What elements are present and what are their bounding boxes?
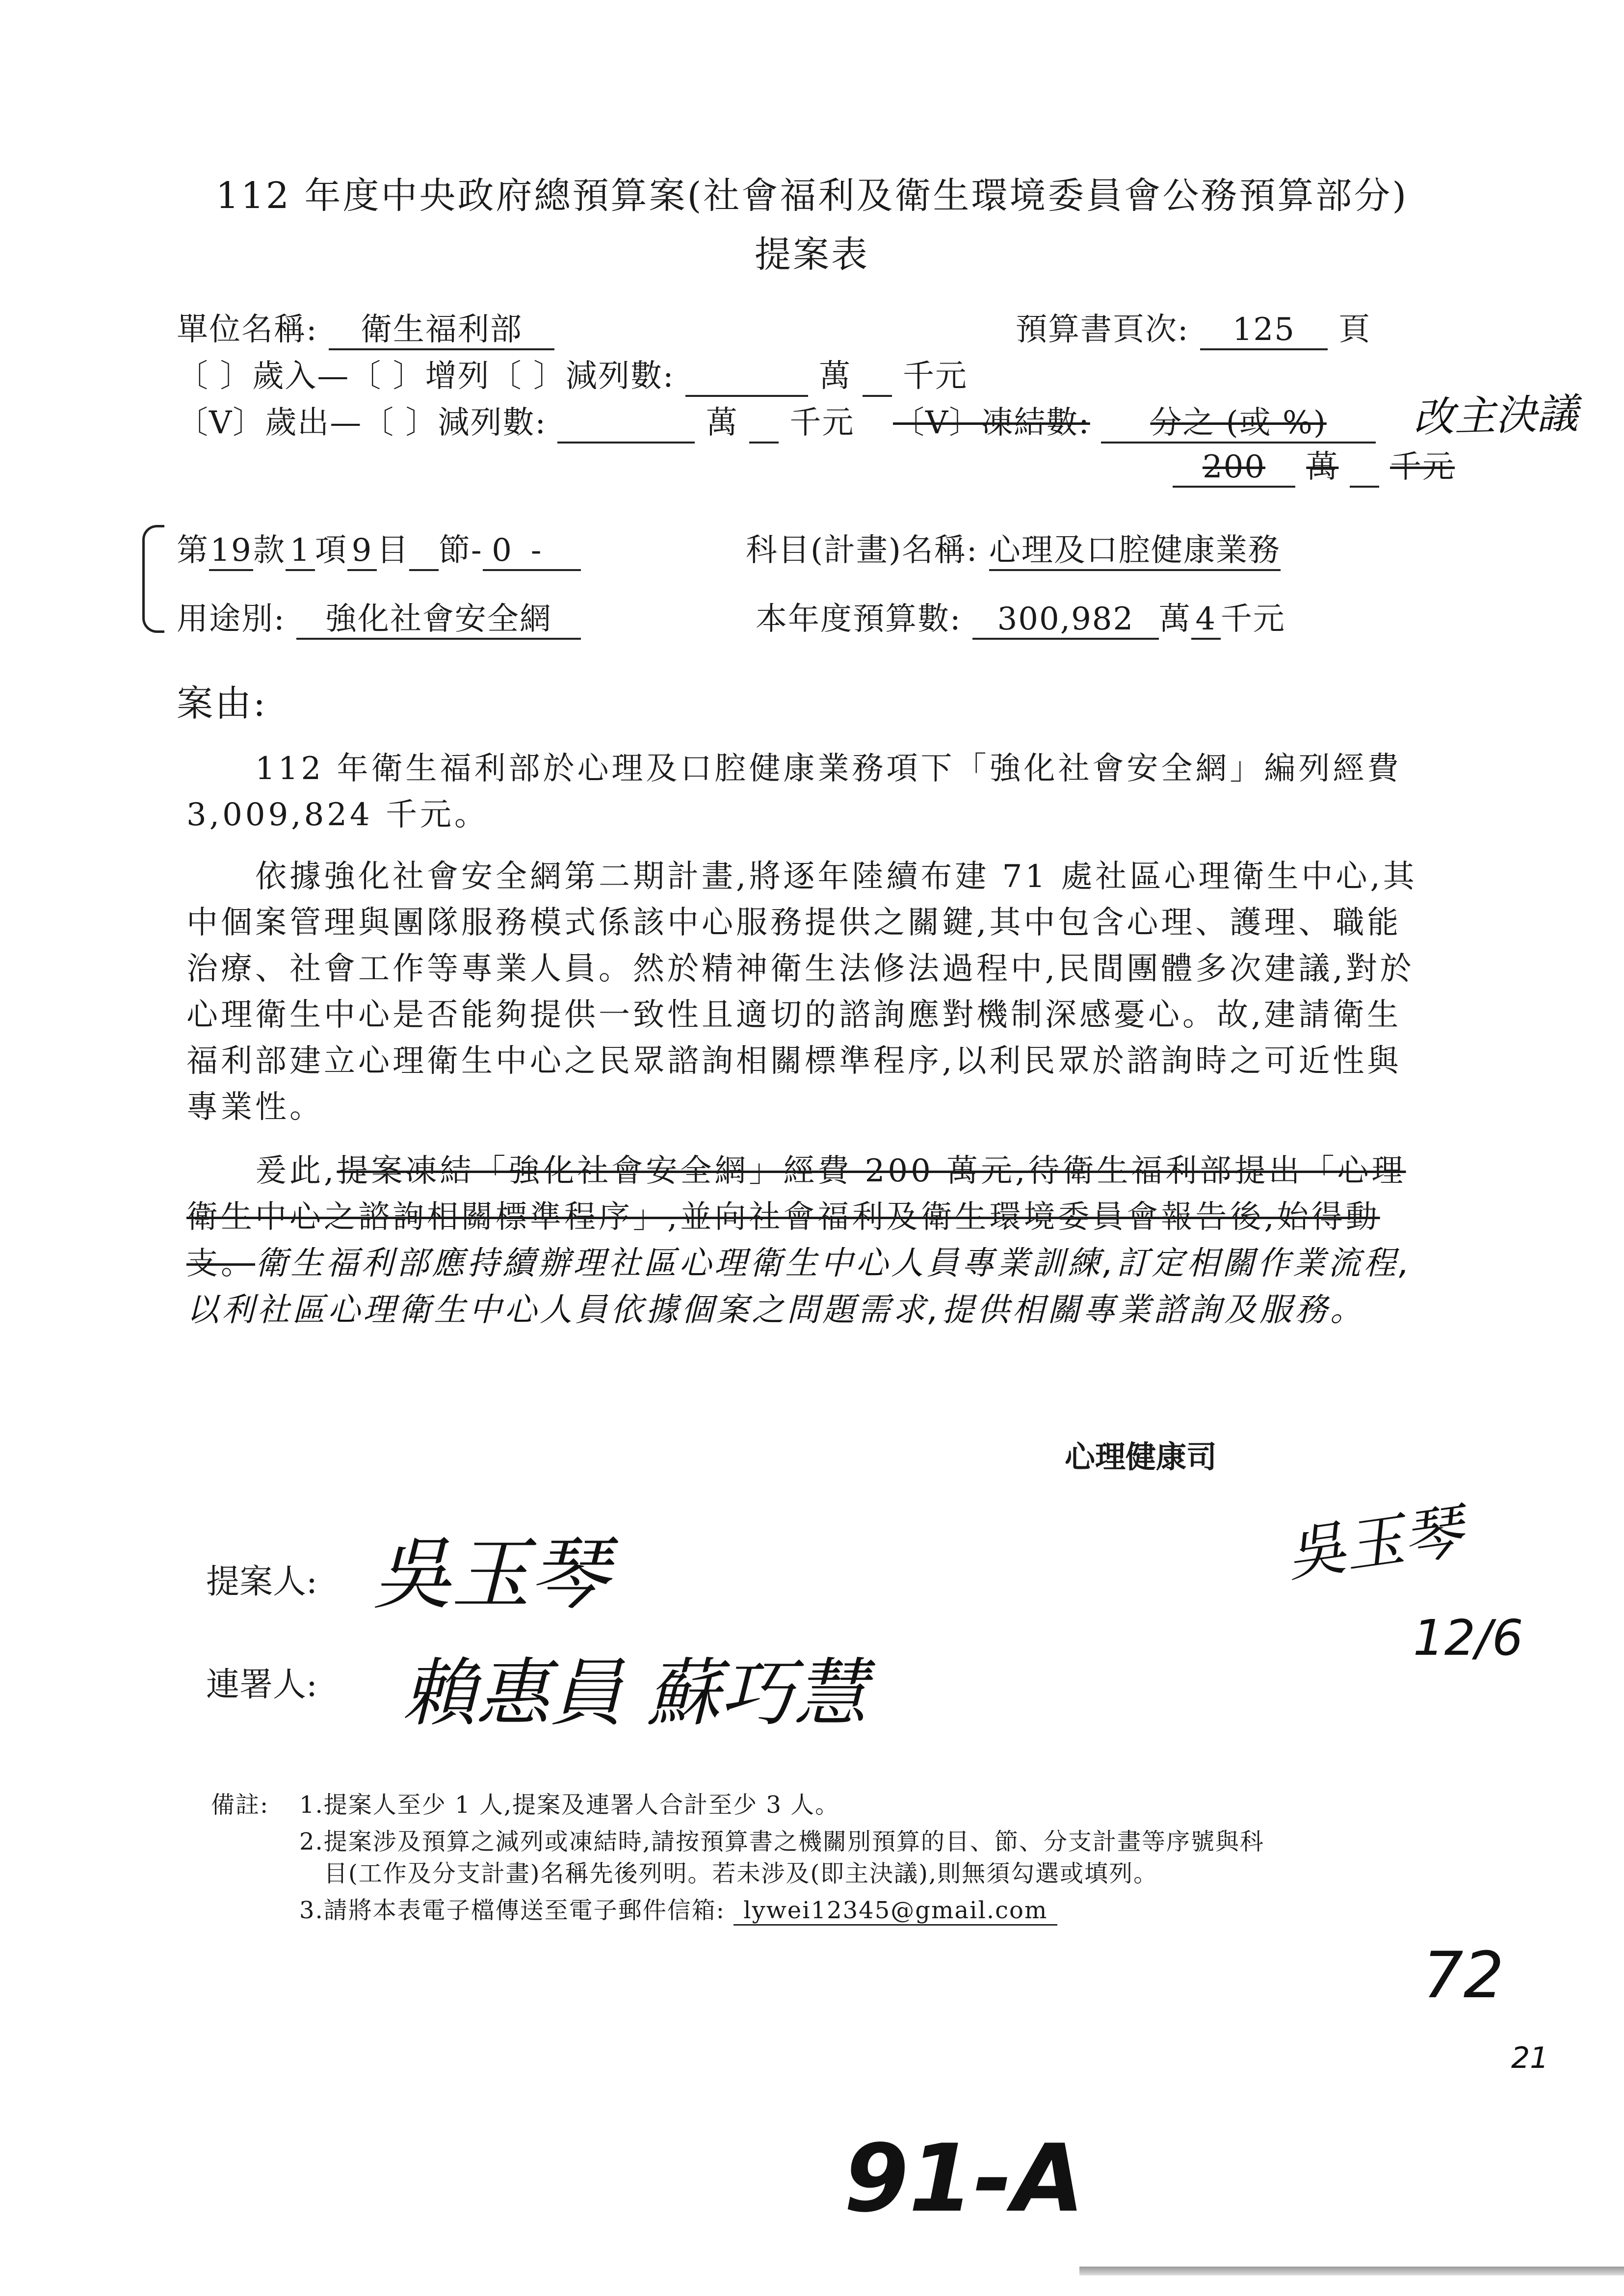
revenue-row [177,351,968,397]
kuan-prefix: 第 [177,532,209,569]
budget-row [756,594,1285,640]
jie-label: 節- [439,532,483,569]
document-title: 112 年度中央政府總預算案(社會福利及衛生環境委員會公務預算部分) [215,175,1409,217]
freeze-wan: 萬 [1306,449,1339,485]
xiang-label: 項 [315,532,347,569]
note-3-text: 3.請將本表電子檔傳送至電子郵件信箱: [299,1897,725,1924]
expense-wan: 萬 [706,405,738,441]
jie-value: 0 [483,533,522,571]
right-signature: 吳玉琴 [1282,1497,1467,1590]
note-2b: 目(工作及分支計畫)名稱先後列明。若未涉及(即主決議),則無須勾選或填列。 [324,1860,1158,1887]
purpose-label: 用途別: [177,601,286,637]
case-paragraph-3 [186,1148,1423,1333]
revenue-line: 〔 〕歲入—〔 〕增列〔 〕減列數: [177,358,675,394]
freeze-row [893,397,1376,444]
handwritten-amendment: 衛生福利部應持續辦理社區心理衛生中心人員專業訓練,訂定相關作業流程,以利社區心理衛生中心人員依據個案之問題需求,提供相關專業諮詢及服務。 [186,1244,1412,1329]
unit-row [177,304,554,350]
page-suffix: 頁 [1338,312,1371,348]
jie-dash: - [522,533,551,571]
case-paragraph-1: 112 年衛生福利部於心理及口腔健康業務項下「強化社會安全網」編列經費 3,009,824 千元。 [186,751,1402,833]
revenue-qian: 千元 [902,358,968,394]
scan-edge [1079,2267,1624,2275]
proposer-label: 提案人: [206,1563,317,1601]
item-row-1 [177,525,581,571]
budget-value: 300,982 [972,601,1159,640]
mu-value: 9 [347,533,377,571]
proposer-signature: 吳玉琴 [373,1528,609,1620]
freeze-qian: 千元 [1390,449,1455,485]
freeze-handwritten-note: 改主決議 [1412,389,1579,442]
kuan-label: 款 [253,532,286,569]
cosigner-label: 連署人: [206,1666,317,1704]
case-heading: 案由: [177,682,267,725]
xiang-value: 1 [286,533,315,571]
freeze-fraction: 分之 (或 %) [1101,405,1376,444]
mu-label: 目 [377,532,409,569]
freeze-label: 〔V〕凍結數: [893,405,1090,441]
handwritten-small-mark: 21 [1511,2041,1549,2075]
page-value: 125 [1200,312,1328,350]
purpose-row [177,594,581,640]
purpose-value: 強化社會安全網 [296,601,581,640]
budget-wan: 萬 [1158,601,1191,637]
expense-row [177,397,855,444]
case-paragraph-2: 依據強化社會安全網第二期計畫,將逐年陸續布建 71 處社區心理衛生中心,其中個案管理與團隊服務模式係該中心服務提供之關鍵,其中包含心理、護理、職能治療、社會工作等專業人員。然於精神衛生法修法過程中,民間團體多次建議,對於心理衛生中心是否能夠提供一致性且適切的諮詢應對機制深感憂心。故,建請衛生福利部建立心理衛生中心之民眾諮詢相關標準程序,以利民眾於諮詢時之可近性與專業性。 [186,859,1417,1125]
document-subtitle: 提案表 [755,234,869,276]
kuan-value: 19 [209,533,253,571]
paragraph-3-lead: 爰此, [255,1153,337,1189]
subject-row [746,525,1281,571]
subject-value: 心理及口腔健康業務 [989,533,1281,571]
signature-date: 12/6 [1413,1609,1523,1667]
revenue-wan: 萬 [819,358,852,394]
freeze-amount: 200 [1173,449,1295,488]
expense-prefix: 〔V〕歲出—〔 〕減列數: [177,405,547,441]
document-stamp-number: 91-A [844,2124,1085,2233]
page-ref-row [1016,304,1371,350]
cosigner-signatures: 賴惠員 蘇巧慧 [402,1651,867,1736]
unit-label: 單位名稱: [177,312,318,348]
page-label: 預算書頁次: [1016,312,1189,348]
budget-label: 本年度預算數: [756,601,962,637]
handwritten-page-number: 72 [1423,1938,1504,2012]
budget-qian-value: 4 [1191,601,1221,640]
note-1: 1.提案人至少 1 人,提案及連署人合計至少 3 人。 [299,1791,840,1819]
freeze-amount-row [1173,442,1455,488]
subject-label: 科目(計畫)名稱: [746,532,978,569]
budget-qian: 千元 [1220,601,1285,637]
note-2a: 2.提案涉及預算之減列或凍結時,請按預算書之機關別預算的目、節、分支計畫等序號與科 [299,1828,1265,1855]
struck-proposal: 提案凍結「強化社會安全網」經費 200 萬元,待衛生福利部提出「心理衛生中心之諮詢相關標準程序」,並向社會福利及衛生環境委員會報告後,始得動支。 [186,1153,1406,1282]
email-address[interactable]: lywei12345@gmail.com [733,1897,1057,1926]
expense-qian: 千元 [789,405,855,441]
notes-label: 備註: [211,1791,269,1819]
item-bracket [142,525,164,633]
unit-value: 衛生福利部 [329,312,554,350]
department-name: 心理健康司 [1065,1439,1217,1475]
note-3 [299,1891,1057,1926]
